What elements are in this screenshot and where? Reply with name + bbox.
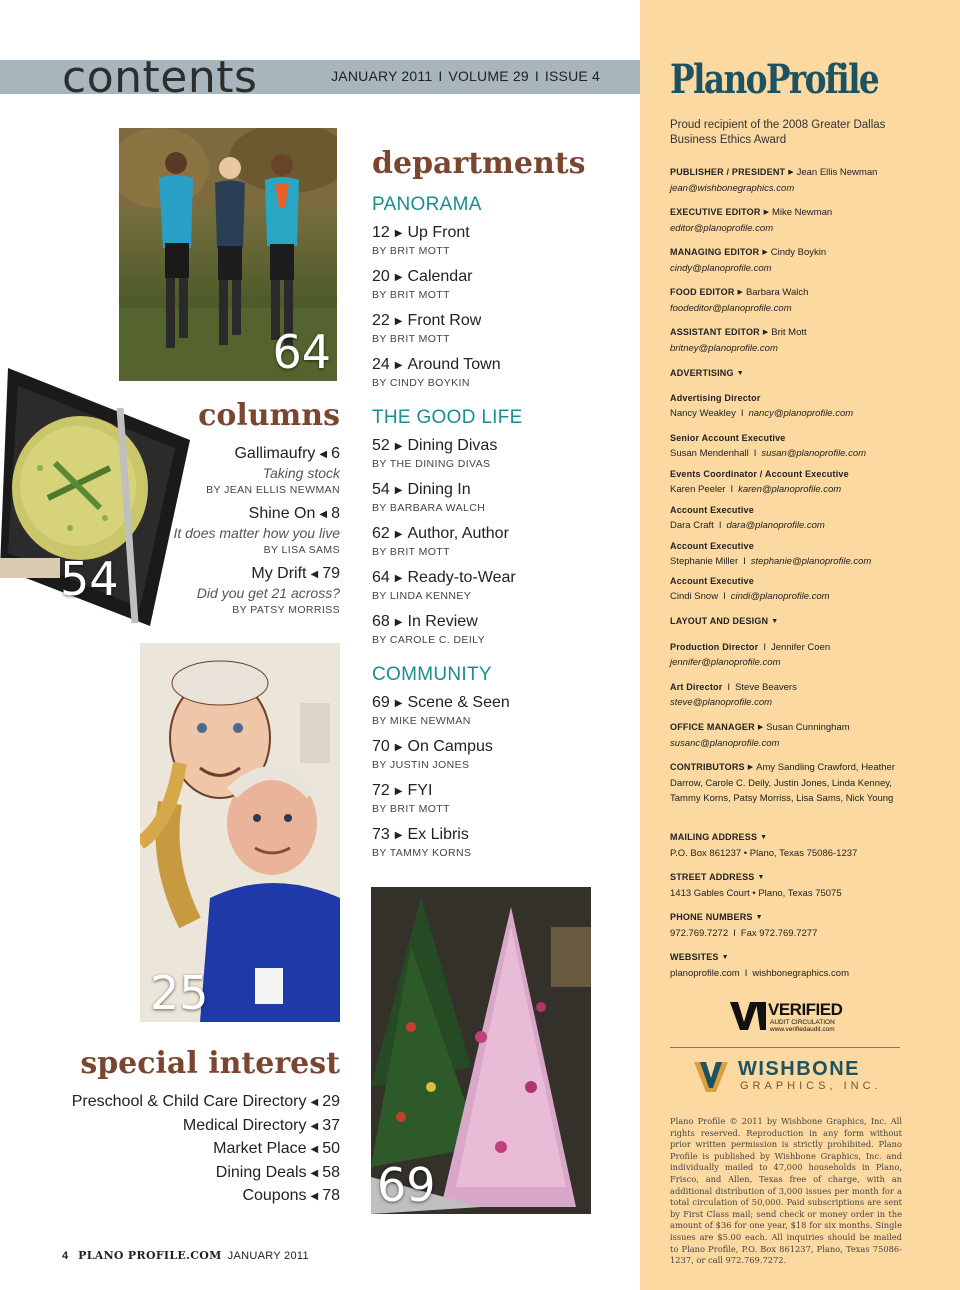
award-text: Proud recipient of the 2008 Greater Dallas Business Ethics Award <box>670 119 886 146</box>
staff-entry: Account Executive Dara Craft I dara@planoprofile.com <box>670 505 825 531</box>
email-link[interactable]: cindy@planoprofile.com <box>670 263 772 274</box>
dept-item[interactable]: 22 ▶ Front Row BY BRIT MOTT <box>372 312 482 345</box>
column-item[interactable]: My Drift ◀ 79 Did you get 21 across? BY PATSY MORRISS <box>196 565 340 616</box>
email-link[interactable]: karen@planoprofile.com <box>738 484 842 495</box>
issue-number: ISSUE 4 <box>544 68 600 84</box>
mailing-address: MAILING ADDRESS ▼ P.O. Box 861237 • Plano, Texas 75086-1237 <box>670 832 858 859</box>
dept-item[interactable]: 54 ▶ Dining In BY BARBARA WALCH <box>372 481 486 514</box>
panorama-heading: PANORAMA <box>372 194 482 215</box>
photo-runners <box>119 128 337 381</box>
photo-page-number: 64 <box>272 325 331 379</box>
email-link[interactable]: jean@wishbonegraphics.com <box>670 183 795 194</box>
community-heading: COMMUNITY <box>372 664 492 685</box>
dept-item[interactable]: 70 ▶ On Campus BY JUSTIN JONES <box>372 738 493 771</box>
dept-item[interactable]: 73 ▶ Ex Libris BY TAMMY KORNS <box>372 826 472 859</box>
staff-entry: Account Executive Stephanie Miller I stephanie@planoprofile.com <box>670 541 872 567</box>
staff-entry: Senior Account Executive Susan Mendenhall I susan@planoprofile.com <box>670 433 867 459</box>
header-band <box>0 52 640 103</box>
email-link[interactable]: stephanie@planoprofile.com <box>750 556 872 567</box>
street-address: STREET ADDRESS ▼ 1413 Gables Court • Plano, Texas 75075 <box>670 872 842 899</box>
advertising-label: ADVERTISING ▼ <box>670 368 744 378</box>
staff-entry: PUBLISHER / PRESIDENT ▶ Jean Ellis Newman jean@wishbonegraphics.com <box>670 165 910 196</box>
staff-entry: ASSISTANT EDITOR ▶ Brit Mott britney@planoprofile.com <box>670 325 910 356</box>
email-link[interactable]: susan@planoprofile.com <box>761 448 867 459</box>
issue-date: JANUARY 2011 <box>331 68 433 84</box>
photo-page-number: 54 <box>60 552 119 606</box>
email-link[interactable]: jennifer@planoprofile.com <box>670 657 781 668</box>
photo-caricature <box>140 643 340 1022</box>
dept-item[interactable]: 20 ▶ Calendar BY BRIT MOTT <box>372 268 473 301</box>
verified-mark-icon <box>730 1000 766 1030</box>
dept-item[interactable]: 52 ▶ Dining Divas BY THE DINING DIVAS <box>372 437 498 470</box>
email-link[interactable]: dara@planoprofile.com <box>726 520 825 531</box>
issue-info: JANUARY 2011 I VOLUME 29 I ISSUE 4 <box>331 68 600 84</box>
special-item[interactable]: Medical Directory ◀ 37 <box>182 1117 340 1134</box>
staff-entry: Events Coordinator / Account Executive Karen Peeler I karen@planoprofile.com <box>670 469 849 495</box>
dept-item[interactable]: 12 ▶ Up Front BY BRIT MOTT <box>372 224 470 257</box>
footer-date: JANUARY 2011 <box>227 1250 309 1262</box>
wishbone-mark-icon <box>694 1058 728 1092</box>
column-item[interactable]: Shine On ◀ 8 It does matter how you live BY LISA SAMS <box>173 505 340 556</box>
email-link[interactable]: editor@planoprofile.com <box>670 223 774 234</box>
photo-page-number: 25 <box>150 966 209 1020</box>
staff-entry: Advertising Director Nancy Weakley I nancy@planoprofile.com <box>670 393 854 419</box>
website-link[interactable]: wishbonegraphics.com <box>752 968 849 979</box>
dept-item[interactable]: 69 ▶ Scene & Seen BY MIKE NEWMAN <box>372 694 510 727</box>
email-link[interactable]: susanc@planoprofile.com <box>670 738 780 749</box>
masthead <box>640 0 960 1290</box>
dept-item[interactable]: 62 ▶ Author, Author BY BRIT MOTT <box>372 525 509 558</box>
photo-tree <box>371 887 591 1214</box>
verified-audit-logo: VERIFIED AUDIT CIRCULATION www.verifiedaudit.com <box>730 1000 880 1032</box>
staff-entry: Art Director I Steve Beavers steve@planoprofile.com <box>670 680 910 710</box>
layout-label: LAYOUT AND DESIGN ▼ <box>670 616 779 626</box>
good-life-heading: THE GOOD LIFE <box>372 407 523 428</box>
websites: WEBSITES ▼ planoprofile.com I wishbonegraphics.com <box>670 952 849 979</box>
footer-site[interactable]: PLANO PROFILE.COM <box>78 1249 222 1262</box>
email-link[interactable]: nancy@planoprofile.com <box>748 408 854 419</box>
column-item[interactable]: Gallimaufry ◀ 6 Taking stock BY JEAN ELLIS NEWMAN <box>206 445 340 496</box>
email-link[interactable]: steve@planoprofile.com <box>670 697 773 708</box>
footer-page-number: 4 <box>62 1250 69 1262</box>
staff-entry: Production Director I Jennifer Coen jennifer@planoprofile.com <box>670 640 910 670</box>
page-title: contents <box>62 52 258 103</box>
dept-item[interactable]: 72 ▶ FYI BY BRIT MOTT <box>372 782 450 815</box>
staff-entry: OFFICE MANAGER ▶ Susan Cunningham susanc@planoprofile.com <box>670 720 910 751</box>
wishbone-logo: WISHBONE GRAPHICS, INC. <box>694 1058 894 1098</box>
dept-item[interactable]: 64 ▶ Ready-to-Wear BY LINDA KENNEY <box>372 569 516 602</box>
staff-entry: MANAGING EDITOR ▶ Cindy Boykin cindy@planoprofile.com <box>670 245 910 276</box>
special-item[interactable]: Market Place ◀ 50 <box>213 1140 340 1157</box>
contributors: CONTRIBUTORS ▶ Amy Sandling Crawford, Heather Darrow, Carole C. Deily, Justin Jones, Linda Kenney, Tammy Korns, Patsy Morriss, Lisa Sams, Nick Young <box>670 762 895 804</box>
divider <box>670 1047 900 1048</box>
staff-entry: FOOD EDITOR ▶ Barbara Walch foodeditor@planoprofile.com <box>670 285 910 316</box>
plano-profile-logo: PlanoProfile <box>670 56 879 103</box>
website-link[interactable]: planoprofile.com <box>670 968 740 979</box>
email-link[interactable]: foodeditor@planoprofile.com <box>670 303 792 314</box>
staff-entry: Account Executive Cindi Snow I cindi@planoprofile.com <box>670 576 830 602</box>
departments-heading: departments <box>372 146 586 181</box>
special-item[interactable]: Dining Deals ◀ 58 <box>215 1164 340 1181</box>
dept-item[interactable]: 68 ▶ In Review BY CAROLE C. DEILY <box>372 613 486 646</box>
dept-item[interactable]: 24 ▶ Around Town BY CINDY BOYKIN <box>372 356 501 389</box>
page-footer <box>62 1249 309 1262</box>
phone-numbers: PHONE NUMBERS ▼ 972.769.7272 I Fax 972.769.7277 <box>670 912 818 939</box>
photo-soup <box>0 368 190 626</box>
special-item[interactable]: Preschool & Child Care Directory ◀ 29 <box>71 1093 340 1110</box>
email-link[interactable]: britney@planoprofile.com <box>670 343 778 354</box>
special-item[interactable]: Coupons ◀ 78 <box>242 1187 340 1204</box>
columns-heading: columns <box>198 398 340 433</box>
staff-entry: EXECUTIVE EDITOR ▶ Mike Newman editor@planoprofile.com <box>670 205 910 236</box>
legal-notice: Plano Profile © 2011 by Wishbone Graphics, Inc. All rights reserved. Reproduction in any form without prior written permission is strictly prohibited. Plano Profile is published by Wishbone Graphics, Inc. and individually mailed to 47,000 households in Plano, Frisco, and Allen, Texas free of charge, with an additional distribution of 3,000 issues per month for a total circulation of 50,000. Paid subscriptions are sent by First Class mail; send check or money order in the amount of $36 for one year, $18 for six months. Single issues are $5.00 each. All inquiries should be mailed to Plano Profile, P.O. Box 861237, Plano, Texas 75086-1237, or call 972.769.7272. <box>670 1116 902 1266</box>
photo-page-number: 69 <box>377 1158 436 1212</box>
volume: VOLUME 29 <box>448 68 529 84</box>
email-link[interactable]: cindi@planoprofile.com <box>730 591 830 602</box>
special-interest-heading: special interest <box>80 1046 340 1081</box>
